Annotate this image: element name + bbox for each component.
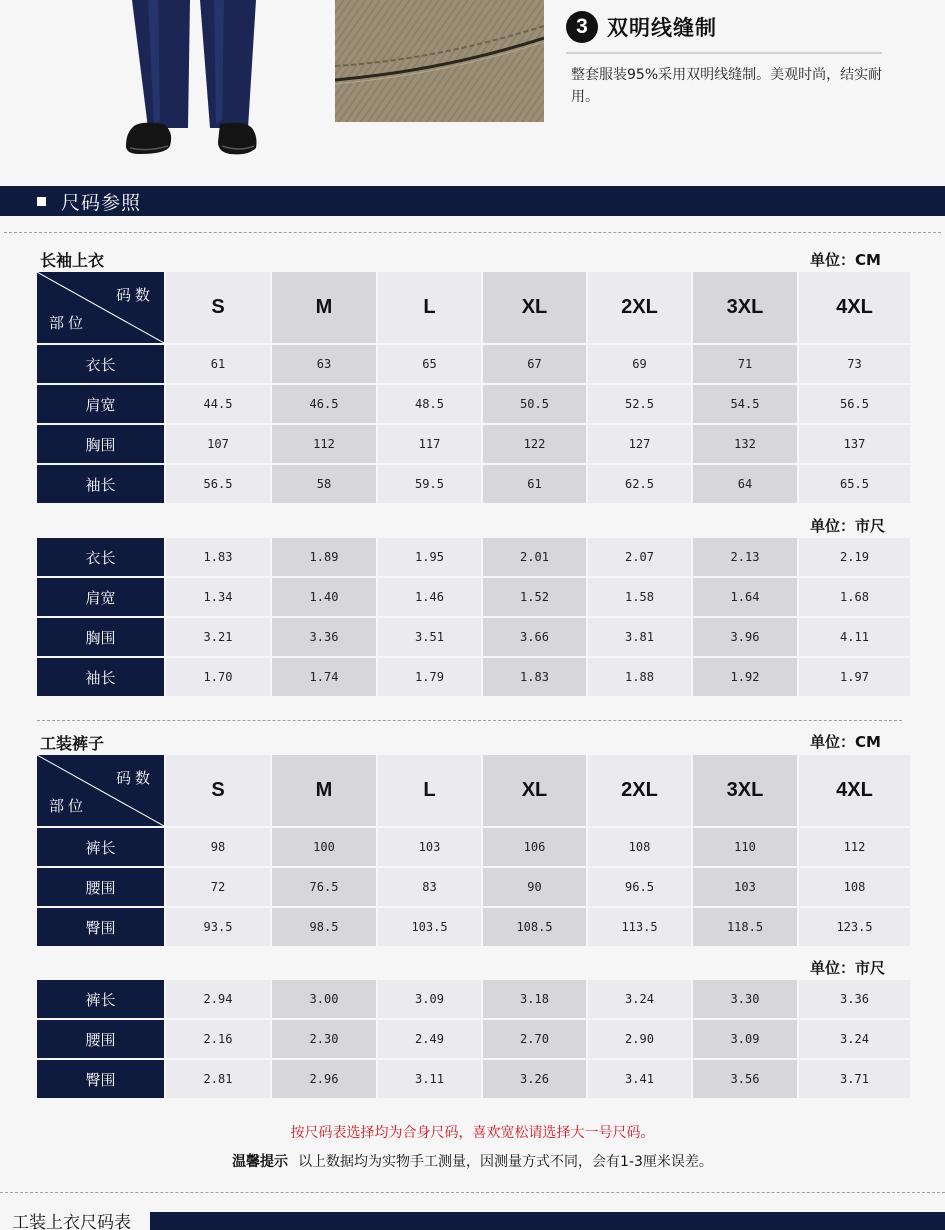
shirt-size-table-shichi <box>37 538 910 699</box>
table-cell: 3.56 <box>693 1060 797 1098</box>
size-part-corner-header <box>37 755 164 826</box>
table-cell: 1.70 <box>166 658 270 696</box>
table-cell: 122 <box>483 425 586 463</box>
table-cell: 1.68 <box>799 578 910 616</box>
table-cell: 61 <box>166 345 270 383</box>
size-reference-header <box>0 186 945 216</box>
table-cell: 3.36 <box>272 618 376 656</box>
table-cell: 98.5 <box>272 908 376 946</box>
table-cell: 2.94 <box>166 980 270 1018</box>
heading-bar <box>150 1212 945 1230</box>
table-cell: 1.83 <box>166 538 270 576</box>
table-cell: 2.70 <box>483 1020 586 1058</box>
shirt-unit-shichi: 单位：市尺 <box>810 517 886 535</box>
row-label: 胸围 <box>37 425 164 463</box>
size-header-s: S <box>166 755 270 826</box>
table-cell: 58 <box>272 465 376 503</box>
section-title: 尺码参照 <box>61 191 142 214</box>
size-header-3xl: 3XL <box>693 272 797 343</box>
table-cell: 44.5 <box>166 385 270 423</box>
size-header-m: M <box>272 272 376 343</box>
table-cell: 73 <box>799 345 910 383</box>
table-cell: 1.92 <box>693 658 797 696</box>
table-cell: 1.97 <box>799 658 910 696</box>
table-cell: 1.34 <box>166 578 270 616</box>
table-cell: 3.51 <box>378 618 481 656</box>
table-cell: 52.5 <box>588 385 691 423</box>
table-cell: 110 <box>693 828 797 866</box>
table-cell: 123.5 <box>799 908 910 946</box>
divider <box>0 1192 945 1193</box>
fabric-stitch-closeup-image <box>335 0 544 122</box>
table-cell: 96.5 <box>588 868 691 906</box>
table-cell: 3.66 <box>483 618 586 656</box>
table-cell: 50.5 <box>483 385 586 423</box>
size-header-m: M <box>272 755 376 826</box>
pants-size-table-cm <box>37 755 910 948</box>
table-cell: 2.01 <box>483 538 586 576</box>
table-cell: 132 <box>693 425 797 463</box>
row-label: 腰围 <box>37 1020 164 1058</box>
shirt-size-chart-heading: 工装上衣尺码表 <box>12 1213 131 1230</box>
table-cell: 76.5 <box>272 868 376 906</box>
size-advice-note: 按尺码表选择均为合身尺码，喜欢宽松请选择大一号尺码。 <box>290 1125 655 1141</box>
row-label: 臀围 <box>37 908 164 946</box>
table-cell: 64 <box>693 465 797 503</box>
table-cell: 1.89 <box>272 538 376 576</box>
shirt-unit-cm: 单位：CM <box>810 251 881 269</box>
table-cell: 3.26 <box>483 1060 586 1098</box>
table-cell: 118.5 <box>693 908 797 946</box>
corner-part-label: 部位 <box>49 314 88 332</box>
table-cell: 56.5 <box>166 465 270 503</box>
row-label: 裤长 <box>37 980 164 1018</box>
measurement-tip <box>0 1151 945 1171</box>
table-cell: 3.11 <box>378 1060 481 1098</box>
row-label: 臀围 <box>37 1060 164 1098</box>
table-cell: 112 <box>272 425 376 463</box>
feature-number-badge: 3 <box>566 11 598 43</box>
tip-label: 温馨提示 <box>232 1154 289 1170</box>
square-bullet-icon <box>37 197 46 206</box>
row-label: 肩宽 <box>37 385 164 423</box>
table-cell: 63 <box>272 345 376 383</box>
table-cell: 3.30 <box>693 980 797 1018</box>
table-cell: 2.90 <box>588 1020 691 1058</box>
table-cell: 3.24 <box>799 1020 910 1058</box>
pants-unit-shichi: 单位：市尺 <box>810 959 886 977</box>
table-cell: 69 <box>588 345 691 383</box>
row-label: 衣长 <box>37 345 164 383</box>
table-cell: 48.5 <box>378 385 481 423</box>
table-cell: 65 <box>378 345 481 383</box>
table-cell: 56.5 <box>799 385 910 423</box>
table-cell: 103.5 <box>378 908 481 946</box>
table-cell: 103 <box>693 868 797 906</box>
table-cell: 1.64 <box>693 578 797 616</box>
table-cell: 3.81 <box>588 618 691 656</box>
table-cell: 3.09 <box>693 1020 797 1058</box>
model-trousers-image <box>118 0 268 160</box>
tip-text: 以上数据均为实物手工测量，因测量方式不同，会有1-3厘米误差。 <box>298 1154 713 1170</box>
size-header-3xl: 3XL <box>693 755 797 826</box>
table-cell: 46.5 <box>272 385 376 423</box>
table-cell: 106 <box>483 828 586 866</box>
table-cell: 61 <box>483 465 586 503</box>
table-cell: 1.74 <box>272 658 376 696</box>
table-cell: 90 <box>483 868 586 906</box>
table-cell: 108 <box>799 868 910 906</box>
table-cell: 1.58 <box>588 578 691 616</box>
table-cell: 4.11 <box>799 618 910 656</box>
table-cell: 67 <box>483 345 586 383</box>
table-cell: 62.5 <box>588 465 691 503</box>
shirt-size-table-cm <box>37 272 910 506</box>
table-cell: 1.79 <box>378 658 481 696</box>
table-cell: 3.18 <box>483 980 586 1018</box>
shirt-table-title: 长袖上衣 <box>40 251 105 270</box>
row-label: 袖长 <box>37 658 164 696</box>
table-cell: 2.16 <box>166 1020 270 1058</box>
table-cell: 137 <box>799 425 910 463</box>
pants-unit-cm: 单位：CM <box>810 733 881 751</box>
size-header-l: L <box>378 755 481 826</box>
table-cell: 107 <box>166 425 270 463</box>
size-header-xl: XL <box>483 755 586 826</box>
table-cell: 103 <box>378 828 481 866</box>
corner-size-label: 码数 <box>115 769 154 787</box>
table-cell: 71 <box>693 345 797 383</box>
table-cell: 59.5 <box>378 465 481 503</box>
table-cell: 108 <box>588 828 691 866</box>
feature-title: 双明线缝制 <box>607 16 717 40</box>
table-cell: 72 <box>166 868 270 906</box>
product-detail-strip <box>0 0 945 186</box>
table-cell: 1.46 <box>378 578 481 616</box>
row-label: 裤长 <box>37 828 164 866</box>
table-cell: 1.52 <box>483 578 586 616</box>
corner-part-label: 部位 <box>49 797 88 815</box>
table-cell: 3.21 <box>166 618 270 656</box>
table-cell: 3.41 <box>588 1060 691 1098</box>
table-cell: 1.88 <box>588 658 691 696</box>
row-label: 袖长 <box>37 465 164 503</box>
table-cell: 1.40 <box>272 578 376 616</box>
size-header-4xl: 4XL <box>799 272 910 343</box>
table-cell: 83 <box>378 868 481 906</box>
divider <box>4 232 941 233</box>
table-cell: 117 <box>378 425 481 463</box>
table-cell: 2.07 <box>588 538 691 576</box>
table-cell: 3.09 <box>378 980 481 1018</box>
table-cell: 65.5 <box>799 465 910 503</box>
table-cell: 93.5 <box>166 908 270 946</box>
table-cell: 127 <box>588 425 691 463</box>
table-cell: 1.83 <box>483 658 586 696</box>
table-cell: 112 <box>799 828 910 866</box>
corner-size-label: 码数 <box>115 286 154 304</box>
table-cell: 3.71 <box>799 1060 910 1098</box>
table-cell: 2.49 <box>378 1020 481 1058</box>
table-cell: 113.5 <box>588 908 691 946</box>
table-cell: 54.5 <box>693 385 797 423</box>
feature-divider <box>566 52 882 54</box>
size-header-s: S <box>166 272 270 343</box>
table-cell: 3.00 <box>272 980 376 1018</box>
size-header-4xl: 4XL <box>799 755 910 826</box>
table-cell: 2.30 <box>272 1020 376 1058</box>
table-cell: 108.5 <box>483 908 586 946</box>
size-part-corner-header <box>37 272 164 343</box>
table-cell: 2.13 <box>693 538 797 576</box>
size-header-2xl: 2XL <box>588 755 691 826</box>
divider <box>37 720 902 721</box>
table-cell: 3.96 <box>693 618 797 656</box>
size-header-l: L <box>378 272 481 343</box>
row-label: 肩宽 <box>37 578 164 616</box>
table-cell: 98 <box>166 828 270 866</box>
table-cell: 2.19 <box>799 538 910 576</box>
row-label: 胸围 <box>37 618 164 656</box>
size-header-2xl: 2XL <box>588 272 691 343</box>
pants-size-table-shichi <box>37 980 910 1100</box>
table-cell: 2.81 <box>166 1060 270 1098</box>
feature-heading <box>566 10 717 44</box>
feature-description: 整套服装95%采用双明线缝制。美观时尚，结实耐用。 <box>571 67 883 105</box>
table-cell: 100 <box>272 828 376 866</box>
row-label: 衣长 <box>37 538 164 576</box>
table-cell: 3.36 <box>799 980 910 1018</box>
table-cell: 3.24 <box>588 980 691 1018</box>
table-cell: 2.96 <box>272 1060 376 1098</box>
table-cell: 1.95 <box>378 538 481 576</box>
pants-table-title: 工装裤子 <box>40 734 105 753</box>
row-label: 腰围 <box>37 868 164 906</box>
size-header-xl: XL <box>483 272 586 343</box>
